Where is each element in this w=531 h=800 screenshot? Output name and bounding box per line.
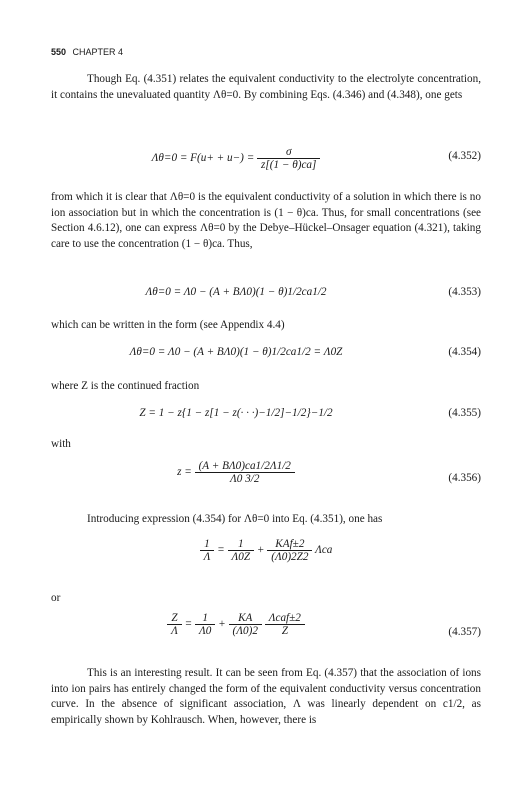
fraction-numerator: 1 [200, 538, 215, 551]
equals-sign: = [217, 544, 225, 557]
fraction-numerator: σ [257, 146, 320, 159]
equation-expression: Λθ=0 = Λ0 − (A + BΛ0)(1 − θ)1/2ca1/2 [145, 286, 327, 298]
fraction-numerator: 1 [228, 538, 255, 551]
equation-expression [51, 538, 481, 563]
word-or: or [51, 592, 61, 604]
chapter-label: CHAPTER 4 [72, 47, 124, 57]
equation-number: (4.352) [448, 150, 481, 162]
fraction-numerator: KA [229, 612, 262, 625]
equation-fraction-1 [228, 538, 255, 563]
equation-fraction-2 [267, 538, 312, 563]
paragraph-4: where Z is the continued fraction [51, 380, 200, 392]
equation-expression [51, 612, 421, 637]
fraction-numerator: Λcaf±2 [265, 612, 305, 625]
equation-expression [51, 460, 421, 485]
equation-fraction-lhs [167, 612, 182, 637]
word-with: with [51, 438, 71, 450]
fraction-denominator: Z [281, 625, 288, 637]
paragraph-3: which can be written in the form (see Appendix 4.4) [51, 319, 285, 331]
equation-lhs: z = [177, 466, 192, 479]
equation-tail: Λca [315, 544, 333, 557]
fraction-denominator: (Λ0)2 [232, 625, 258, 637]
equation-number: (4.354) [448, 346, 481, 358]
running-header [51, 47, 123, 57]
equation-fraction-1 [195, 612, 215, 637]
equation-expression: Λθ=0 = Λ0 − (A + BΛ0)(1 − θ)1/2ca1/2 = Λ0Z [129, 346, 343, 358]
equation-fraction-2 [229, 612, 262, 637]
equation-fraction [195, 460, 295, 485]
equation-expression [51, 146, 421, 171]
equation-unnumbered [51, 538, 481, 582]
fraction-numerator: Z [167, 612, 182, 625]
fraction-denominator: Λ [203, 551, 211, 563]
fraction-numerator: KAf±2 [267, 538, 312, 551]
equation-4-352 [51, 140, 481, 170]
paragraph-6: This is an interesting result. It can be seen from Eq. (4.357) that the association of ions into ion pairs has entirely changed the form of the equivalent conductivity versus concentration curve. In the absence of significant association, Λ was linearly dependent on c1/2, as empirically shown by Kohlrausch. When, however, there is [51, 667, 481, 726]
equation-4-357 [51, 612, 481, 656]
equation-number: (4.353) [448, 286, 481, 298]
plus-sign: + [256, 544, 265, 557]
fraction-denominator: Λ0 3/2 [230, 473, 260, 485]
paragraph-2: from which it is clear that Λθ=0 is the equivalent conductivity of a solution in which there is no ion association but in which the concentration is (1 − θ)ca. Thus, for small concentrations (see Section 4.6.12), one can express Λθ=0 by the Debye–Hückel–Onsager equation (4.321), taking care to use the concentration (1 − θ)ca. Thus, [51, 191, 481, 250]
fraction-denominator: Λ [171, 625, 178, 637]
equation-number: (4.357) [448, 626, 481, 638]
equals-sign: = [184, 618, 193, 631]
equation-lhs: Λθ=0 = F(u+ + u−) = [151, 152, 255, 165]
fraction-denominator: Λ0 [199, 625, 212, 637]
equation-4-356 [51, 460, 481, 500]
equation-number: (4.356) [448, 472, 481, 484]
equation-fraction [257, 146, 320, 171]
page-number: 550 [51, 47, 67, 57]
equation-4-355 [51, 407, 481, 437]
equation-expression: Z = 1 − z{1 − z[1 − z(· · ·)−1/2]−1/2}−1/2 [139, 407, 333, 419]
fraction-numerator: (A + BΛ0)ca1/2Λ1/2 [195, 460, 295, 473]
fraction-denominator: z[(1 − θ)ca] [261, 159, 317, 171]
equation-4-354 [51, 346, 481, 376]
equation-4-353 [51, 286, 481, 316]
equation-fraction-3 [265, 612, 305, 637]
fraction-denominator: (Λ0)2Z2 [271, 551, 309, 563]
equation-fraction-lhs [200, 538, 215, 563]
fraction-denominator: Λ0Z [231, 551, 251, 563]
paragraph-5: Introducing expression (4.354) for Λθ=0 into Eq. (4.351), one has [87, 513, 383, 525]
plus-sign: + [218, 618, 226, 631]
equation-number: (4.355) [448, 407, 481, 419]
paragraph-1: Though Eq. (4.351) relates the equivalent conductivity to the electrolyte concentration, it contains the unevaluated quantity Λθ=0. By combining Eqs. (4.346) and (4.348), one gets [51, 73, 481, 101]
fraction-numerator: 1 [195, 612, 215, 625]
